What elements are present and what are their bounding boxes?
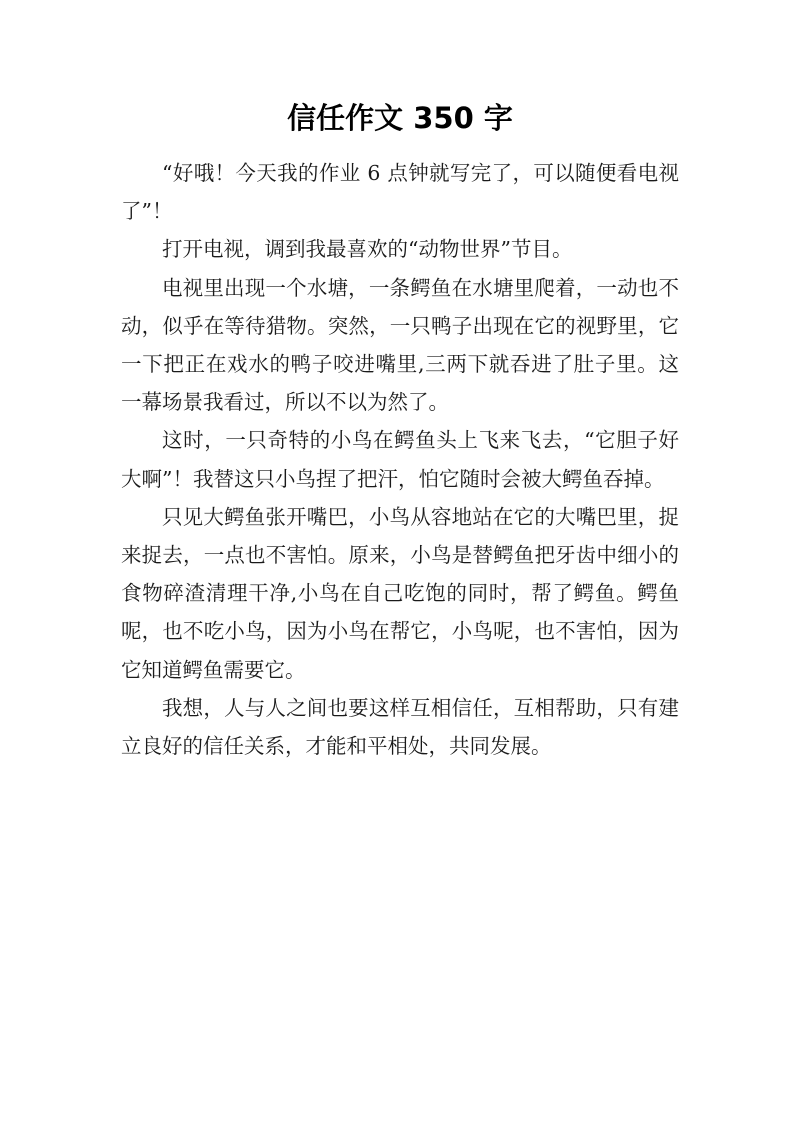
document-body bbox=[121, 154, 679, 765]
paragraph: 电视里出现一个水塘，一条鳄鱼在水塘里爬着，一动也不动，似乎在等待猎物。突然，一只鸭子出现在它的视野里，它一下把正在戏水的鸭子咬进嘴里,三两下就吞进了肚子里。这一幕场景我看过，所以不以为然了。 bbox=[121, 275, 679, 415]
paragraph: 我想，人与人之间也要这样互相信任，互相帮助，只有建立良好的信任关系，才能和平相处，共同发展。 bbox=[121, 695, 679, 759]
paragraph: 只见大鳄鱼张开嘴巴，小鸟从容地站在它的大嘴巴里，捉来捉去，一点也不害怕。原来，小鸟是替鳄鱼把牙齿中细小的食物碎渣清理干净,小鸟在自己吃饱的同时，帮了鳄鱼。鳄鱼呢，也不吃小鸟，因为小鸟在帮它，小鸟呢，也不害怕，因为它知道鳄鱼需要它。 bbox=[121, 504, 679, 682]
paragraph: 打开电视，调到我最喜欢的“动物世界”节目。 bbox=[162, 237, 573, 262]
paragraph: “好哦！今天我的作业 6 点钟就写完了，可以随便看电视了”！ bbox=[121, 161, 679, 224]
document-title: 信任作文 350 字 bbox=[287, 101, 513, 135]
paragraph: 这时，一只奇特的小鸟在鳄鱼头上飞来飞去，“它胆子好大啊”！我替这只小鸟捏了把汗，怕它随时会被大鳄鱼吞掉。 bbox=[121, 428, 679, 491]
